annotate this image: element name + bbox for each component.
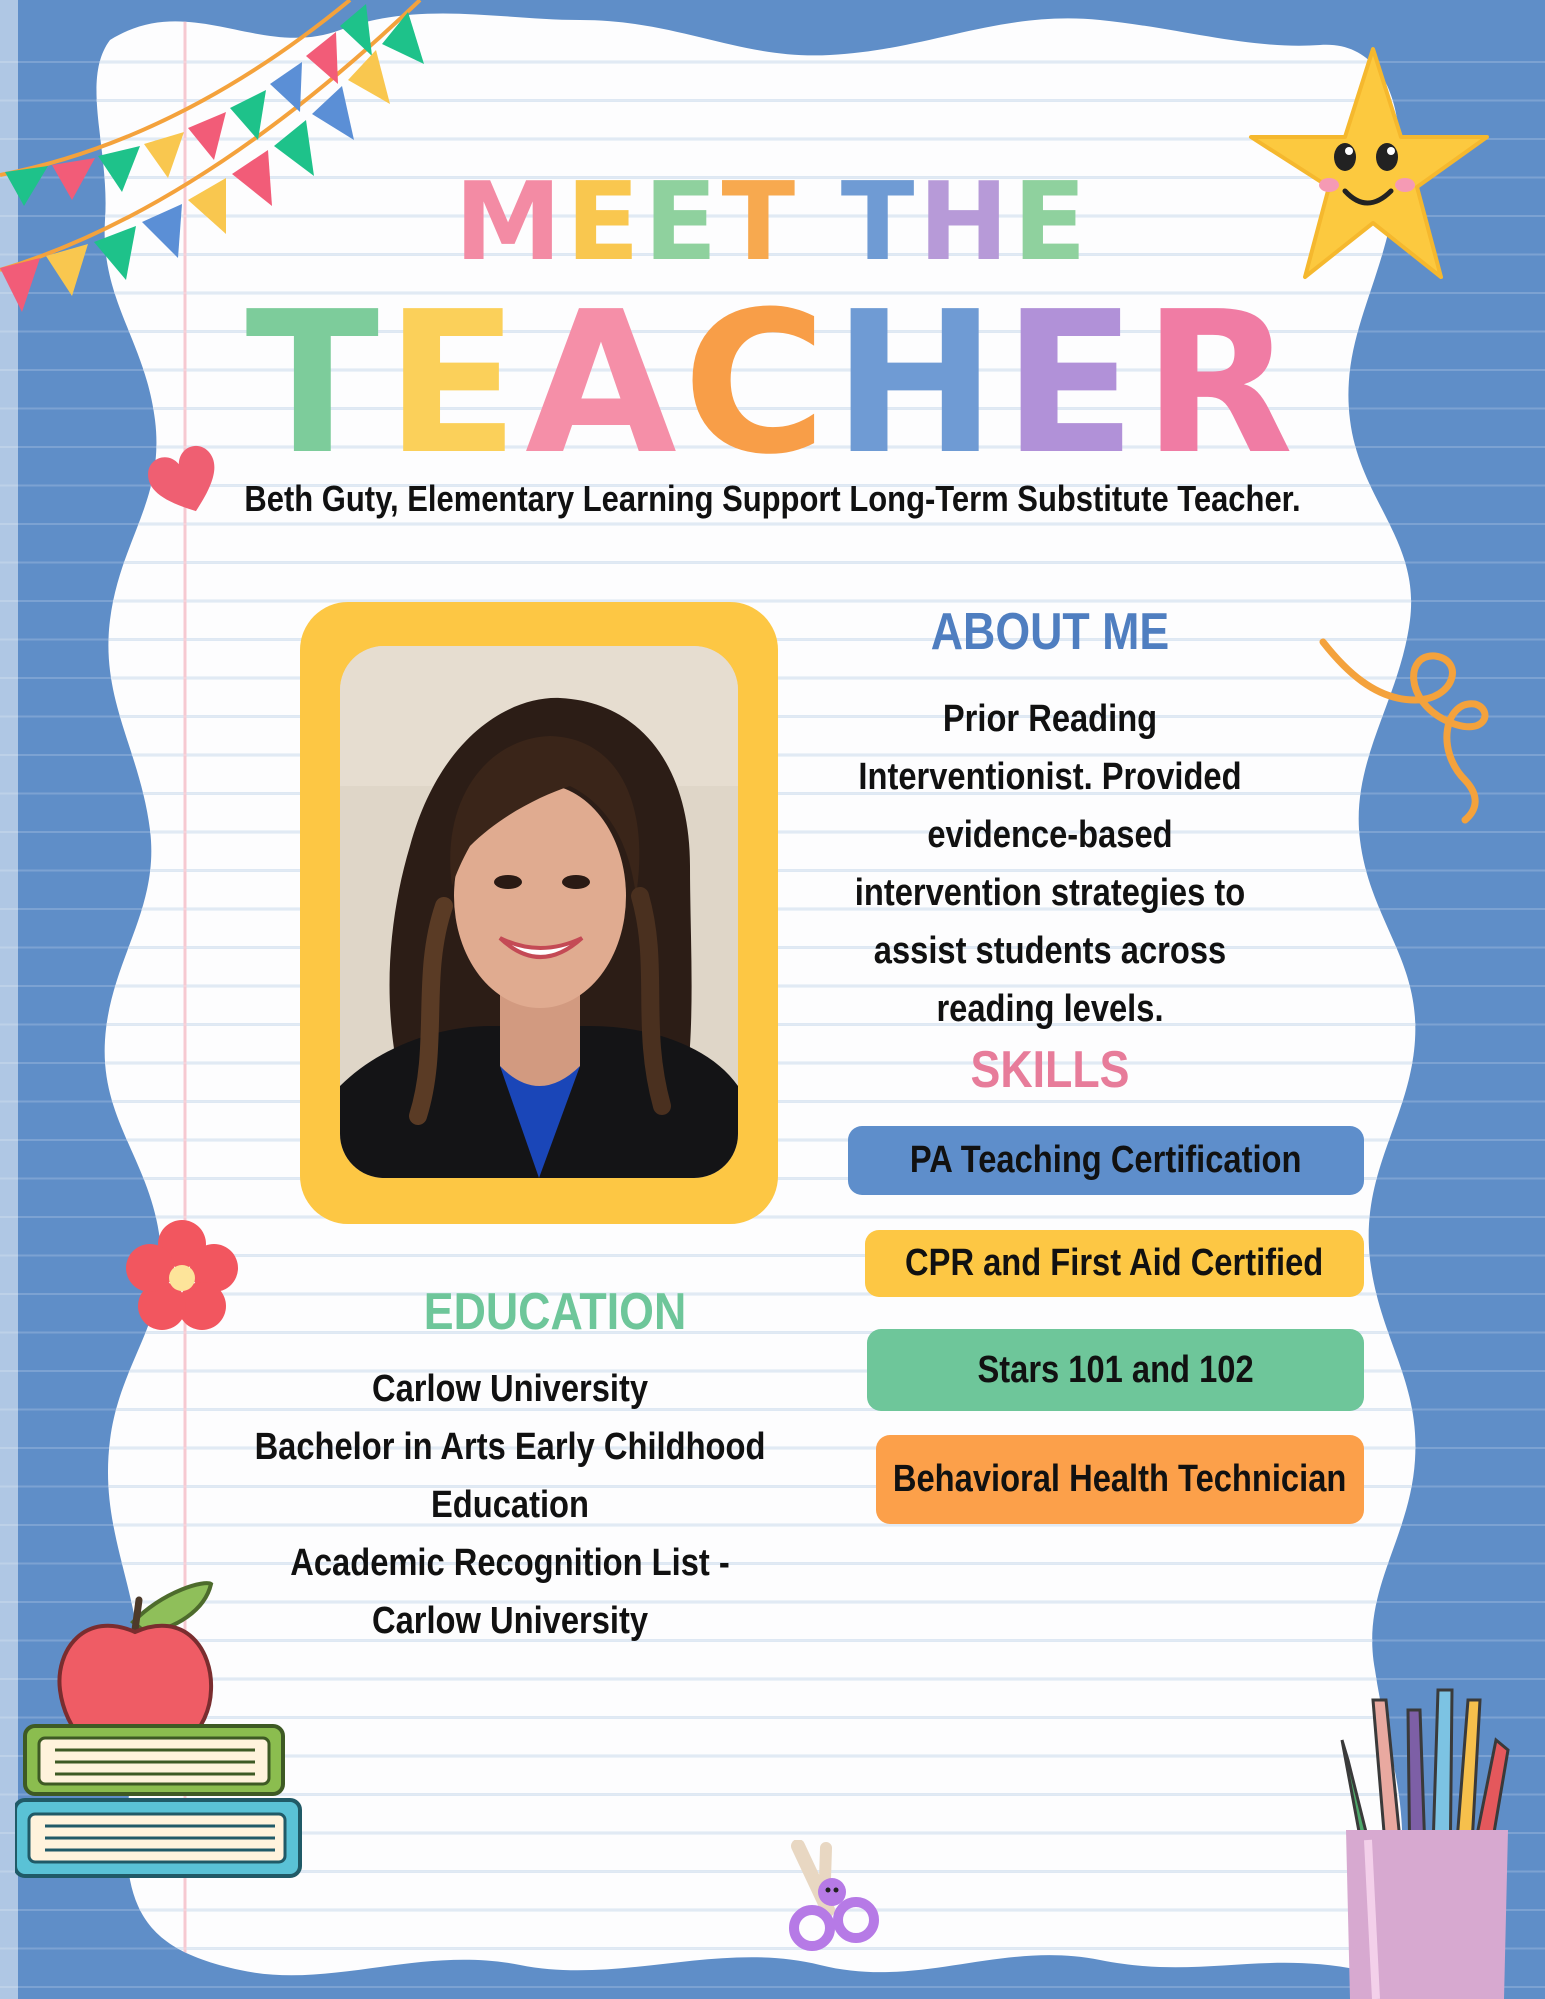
skill-badge: PA Teaching Certification	[848, 1126, 1364, 1195]
text-line: Prior Reading	[942, 698, 1158, 740]
title-letter: T	[840, 160, 919, 285]
title-letter: E	[643, 160, 722, 285]
title-letter: R	[1142, 270, 1300, 498]
skill-badge: Behavioral Health Technician	[876, 1435, 1364, 1524]
title-letter: T	[721, 160, 800, 285]
skill-badge: CPR and First Aid Certified	[865, 1230, 1364, 1297]
title-letter: E	[1012, 160, 1091, 285]
education-text	[252, 1360, 768, 1650]
text-line: intervention strategies to	[854, 872, 1246, 914]
education-heading: EDUCATION	[423, 1283, 687, 1341]
text-line: Education	[431, 1484, 589, 1526]
title-letter: H	[918, 160, 1013, 285]
title-meet-the	[0, 160, 1545, 285]
text-line: Carlow University	[371, 1368, 649, 1410]
title-letter: E	[1002, 270, 1143, 498]
teacher-subtitle: Beth Guty, Elementary Learning Support Long-Term Substitute Teacher.	[244, 478, 1301, 519]
title-teacher	[0, 270, 1545, 498]
title-letter: M	[454, 160, 566, 285]
teacher-portrait-image	[340, 646, 738, 1178]
skills-heading: SKILLS	[970, 1041, 1130, 1099]
scissors-icon	[778, 1840, 888, 1960]
pencil-cup-icon	[1328, 1680, 1533, 1999]
title-letter: E	[385, 270, 526, 498]
flower-icon	[122, 1218, 242, 1334]
title-letter: T	[245, 270, 386, 498]
title-letter: A	[525, 270, 683, 498]
about-text	[835, 690, 1265, 1038]
text-line: reading levels.	[936, 988, 1164, 1030]
title-letter: H	[832, 270, 1003, 498]
apple-on-books-icon	[15, 1570, 305, 1920]
text-line: evidence-based	[927, 814, 1173, 856]
text-line: Academic Recognition List -	[290, 1542, 730, 1584]
title-letter: E	[565, 160, 644, 285]
skill-badge: Stars 101 and 102	[867, 1329, 1364, 1411]
teacher-photo	[340, 646, 738, 1178]
title-letter: C	[682, 270, 833, 498]
title-letter	[799, 160, 841, 285]
text-line: Interventionist. Provided	[858, 756, 1242, 798]
text-line: Carlow University	[371, 1600, 649, 1642]
text-line: assist students across	[873, 930, 1227, 972]
about-heading: ABOUT ME	[930, 603, 1170, 661]
photo-frame	[300, 602, 778, 1224]
text-line: Bachelor in Arts Early Childhood	[254, 1426, 766, 1468]
curly-ribbon-icon	[1315, 630, 1505, 830]
